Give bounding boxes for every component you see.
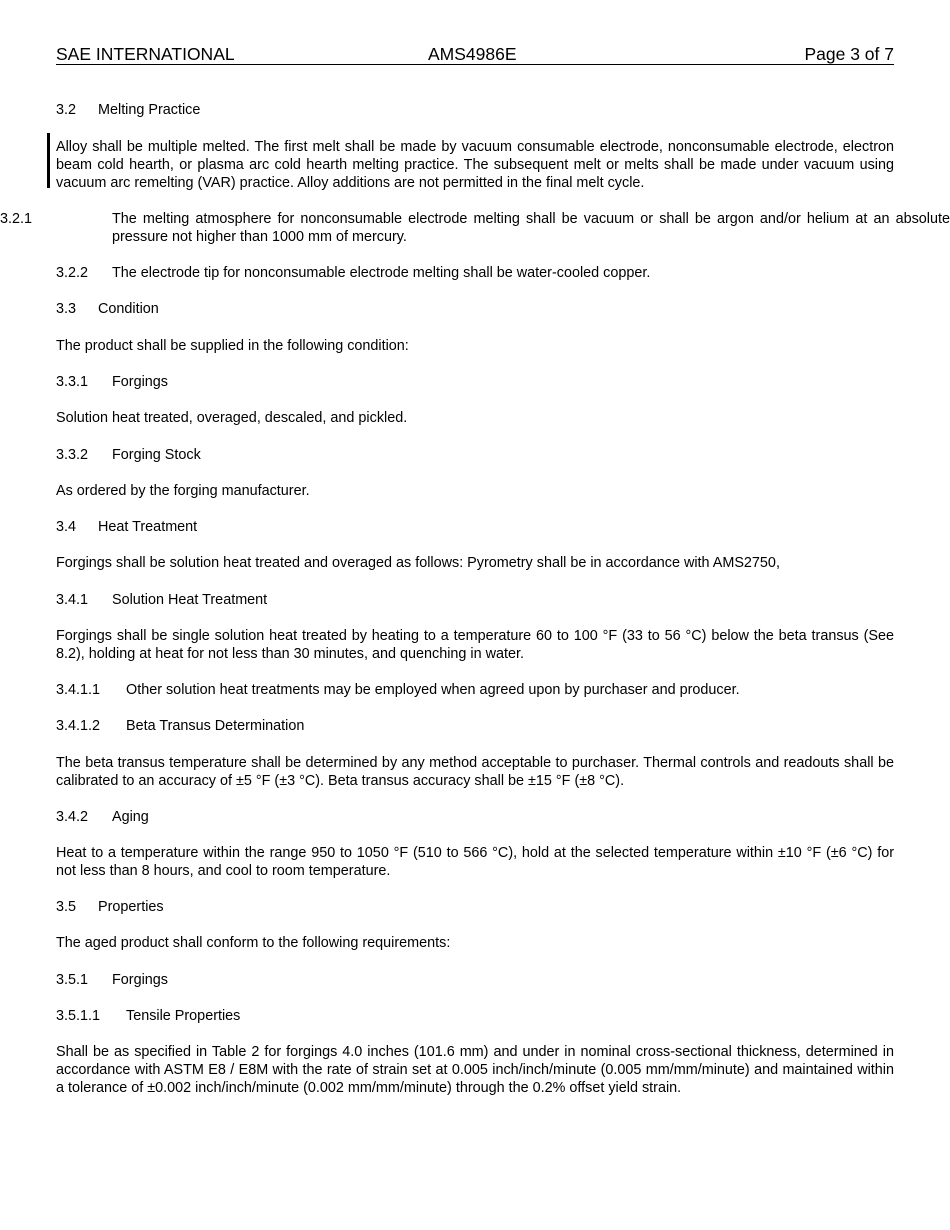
heading-3-2: 3.2 Melting Practice — [56, 102, 201, 118]
page-header — [56, 44, 894, 65]
para-3-3: The product shall be supplied in the following condition: — [56, 338, 409, 354]
para-3-3-1: Solution heat treated, overaged, descaled, and pickled. — [56, 410, 408, 426]
heading-3-4: 3.4 Heat Treatment — [56, 519, 198, 535]
heading-3-5: 3.5 Properties — [56, 899, 164, 915]
heading-3-3-1: 3.3.1 Forgings — [56, 374, 168, 390]
para-3-4: Forgings shall be solution heat treated and overaged as follows: Pyrometry shall be in accordance with AMS2750, — [56, 555, 780, 571]
para-3-3-2: As ordered by the forging manufacturer. — [56, 483, 310, 499]
change-bar — [47, 133, 50, 188]
heading-3-3: 3.3 Condition — [56, 301, 159, 317]
para-3-5-1-1: Shall be as specified in Table 2 for forgings 4.0 inches (101.6 mm) and under in nominal cross-sectional thickness, determined in accordance with ASTM E8 / E8M with the rate of strain set at 0.005 inch/inch/minute (0.005 mm/mm/minute) and maintained within a tolerance of ±0.002 inch/inch/minute (0.002 mm/mm/minute) through the 0.2% offset yield strain. — [56, 1044, 894, 1096]
para-3-2-2: 3.2.2 The electrode tip for nonconsumable electrode melting shall be water-cooled copper. — [56, 265, 651, 281]
header-page-number: Page 3 of 7 — [804, 44, 894, 64]
para-3-2: Alloy shall be multiple melted. The first melt shall be made by vacuum consumable electrode, nonconsumable electrode, electron beam cold hearth, or plasma arc cold hearth melting practice. The subsequent melt or melts shall be made under vacuum using vacuum arc remelting (VAR) practice. Alloy additions are not permitted in the final melt cycle. — [56, 139, 894, 191]
heading-3-4-2: 3.4.2 Aging — [56, 809, 149, 825]
para-3-5: The aged product shall conform to the following requirements: — [56, 935, 451, 951]
heading-3-4-1-2: 3.4.1.2 Beta Transus Determination — [56, 718, 305, 734]
para-3-4-1-2: The beta transus temperature shall be determined by any method acceptable to purchaser. Thermal controls and readouts shall be calibrated to an accuracy of ±5 °F (±3 °C). Beta transus accuracy shall be ±15 °F (±8 °C). — [56, 755, 894, 789]
para-3-4-1: Forgings shall be single solution heat treated by heating to a temperature 60 to 100 °F (33 to 56 °C) below the beta transus (See 8.2), holding at heat for not less than 30 minutes, and quenching in water. — [56, 628, 894, 662]
heading-3-5-1-1: 3.5.1.1 Tensile Properties — [56, 1008, 241, 1024]
para-3-4-2: Heat to a temperature within the range 950 to 1050 °F (510 to 566 °C), hold at the selected temperature within ±10 °F (±6 °C) for not less than 8 hours, and cool to room temperature. — [56, 845, 894, 879]
header-doc-number: AMS4986E — [428, 44, 517, 64]
para-3-2-1: 3.2.1 The melting atmosphere for nonconsumable electrode melting shall be vacuum or shall be argon and/or helium at an absolute pressure not higher than 1000 mm of mercury. — [0, 211, 950, 245]
heading-3-3-2: 3.3.2 Forging Stock — [56, 447, 201, 463]
heading-3-4-1: 3.4.1 Solution Heat Treatment — [56, 592, 268, 608]
para-3-4-1-1: 3.4.1.1 Other solution heat treatments may be employed when agreed upon by purchaser and producer. — [56, 682, 740, 698]
header-org: SAE INTERNATIONAL — [56, 44, 235, 64]
heading-3-5-1: 3.5.1 Forgings — [56, 972, 168, 988]
